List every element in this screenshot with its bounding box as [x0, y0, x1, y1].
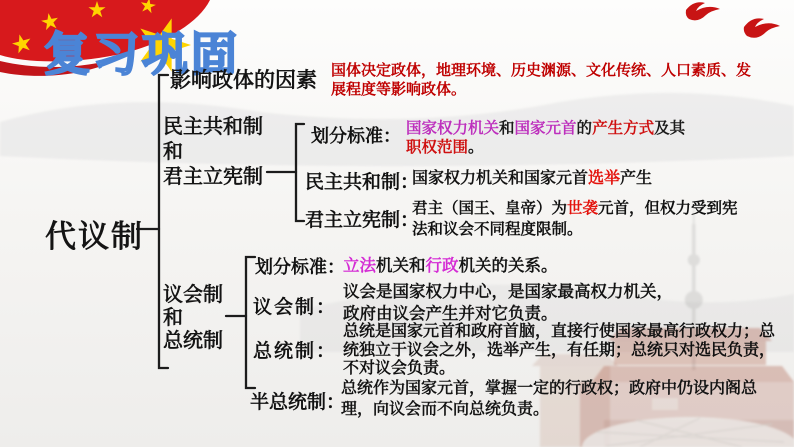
term-semi-presidential-system: 半总统制： [250, 391, 346, 413]
branch-factors-label: 影响政体的因素 [170, 69, 317, 92]
branch-parliament-president-label: 议会制 和 总统制 [163, 284, 223, 352]
branch-republic-monarchy-label: 民主共和制 和 君主立宪制 [163, 116, 263, 188]
term-constitutional-monarchy: 君主立宪制： [305, 209, 420, 231]
term-democratic-republic: 民主共和制： [305, 171, 420, 193]
text-presidential-system: 总统是国家元首和政府首脑，直接行使国家最高行政权力；总统独立于议会之外，选举产生，有任期；总统只对选民负责，不对议会负责。 [343, 321, 776, 377]
term-parliamentary-system: 议会制： [253, 296, 335, 318]
text-parliamentary-system: 议会是国家权力中心，是国家最高权力机关，政府由议会产生并对它负责。 [343, 283, 673, 323]
text-semi-presidential-system: 总统作为国家元首，掌握一定的行政权；政府中仍设内阁总理，向议会而不向总统负责。 [341, 380, 758, 418]
branch2-bracket [296, 124, 304, 221]
root-node-label: 代议制 [45, 219, 144, 254]
term-presidential-system: 总统制： [253, 340, 335, 362]
term-division-standard-2: 划分标准： [255, 257, 345, 278]
text-democratic-republic: 国家权力机关和国家元首选举产生 [412, 170, 653, 187]
term-division-standard: 划分标准： [311, 126, 401, 147]
text-division-standard: 国家权力机关和国家元首的产生方式及其职权范围。 [406, 120, 686, 156]
text-constitutional-monarchy: 君主（国王、皇帝）为世袭元首，但权力受到宪法和议会不同程度限制。 [412, 198, 738, 238]
text-division-standard-2: 立法机关和行政机关的关系。 [343, 257, 558, 275]
page-title: 复习巩固 [44, 28, 240, 80]
branch-factors-note: 国体决定政体，地理环境、历史渊源、文化传统、人口素质、发展程度等影响政体。 [331, 63, 752, 98]
branch3-bracket [246, 257, 255, 388]
